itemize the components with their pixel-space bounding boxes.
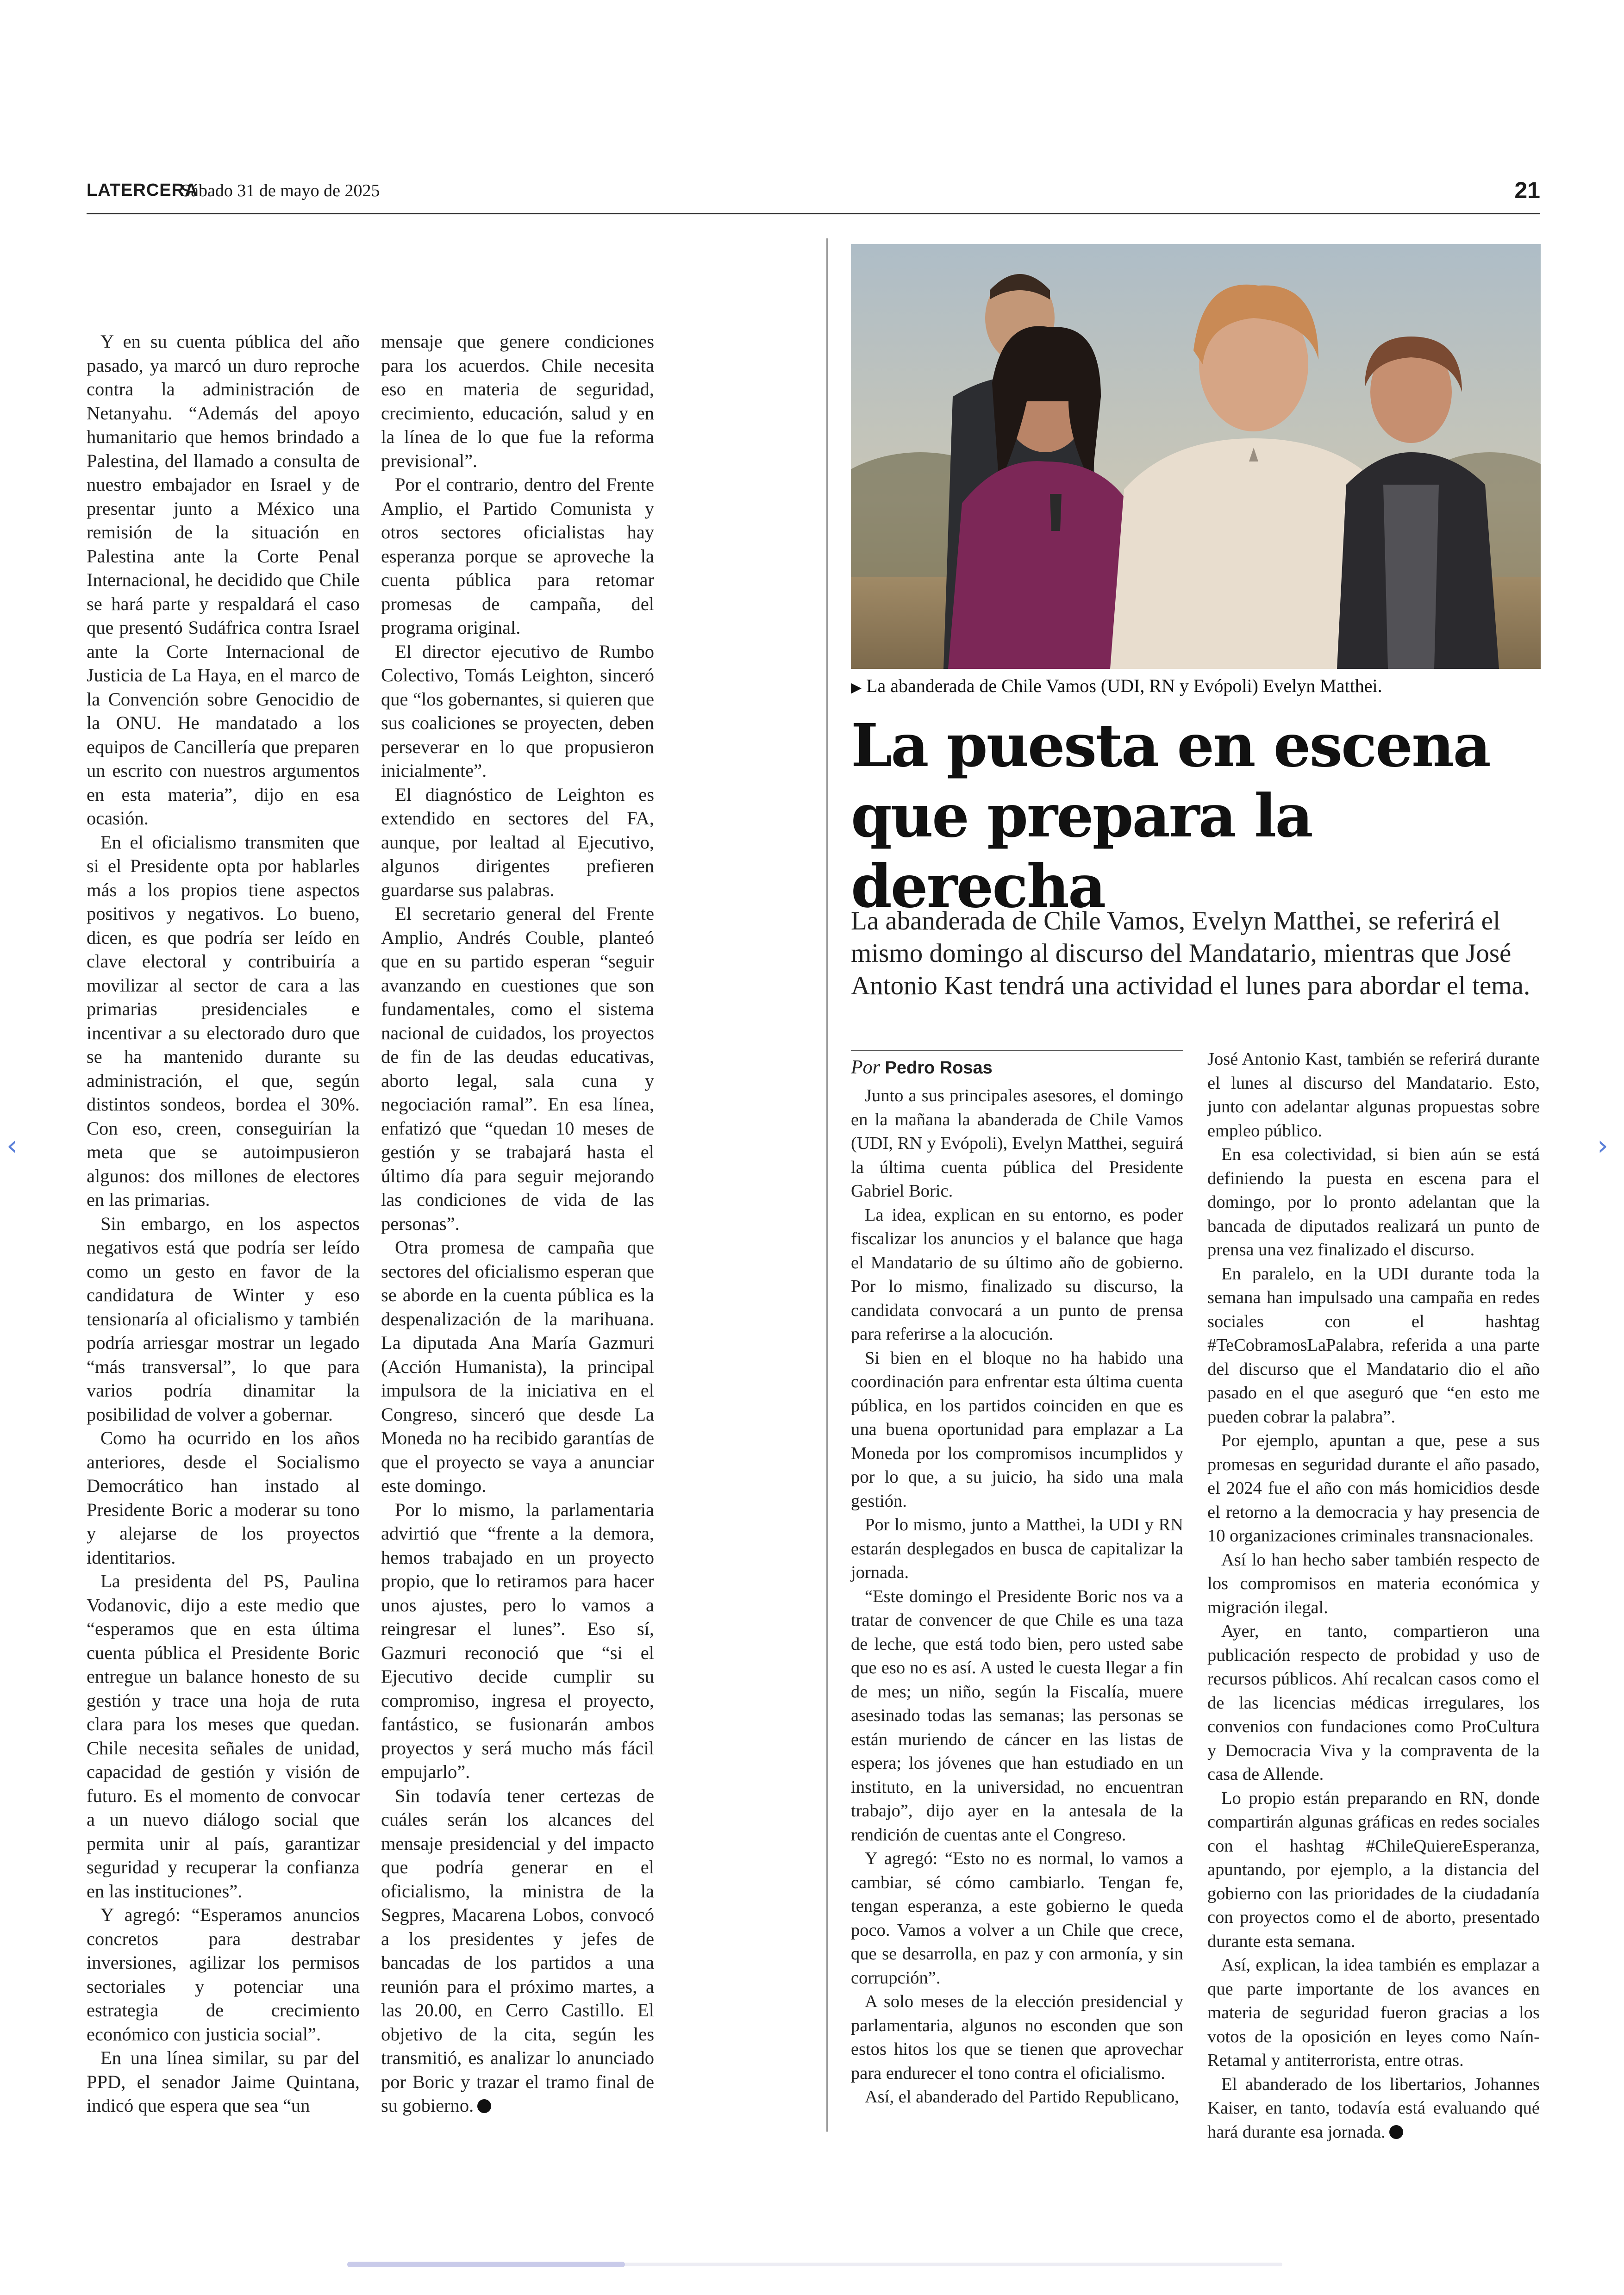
byline-prefix: Por bbox=[851, 1057, 880, 1078]
paragraph-last bbox=[381, 1784, 654, 2118]
paragraph: “Este domingo el Presidente Boric nos va a tratar de convencer de que Chile es una taza de leche, que está todo bien, pero usted sabe que eso no es así. A usted le cuesta llegar a fin de mes; un niño, según la Fiscalía, muere asesinado todas las semanas; las personas se están muriendo de cáncer en las listas de espera; los jóvenes que han estudiado en un instituto, en la universidad, no encuentran trabajo”, dijo ayer en la antesala de la rendición de cuentas ante el Congreso. bbox=[851, 1586, 1183, 1845]
page-header bbox=[87, 177, 1540, 209]
paragraph: mensaje que genere condiciones para los acuerdos. Chile necesita eso en materia de seguridad, crecimiento, educación, salud y en la línea de lo que fue la reforma previsional”. bbox=[381, 331, 654, 471]
byline bbox=[851, 1056, 1183, 1079]
paragraph: El director ejecutivo de Rumbo Colectivo, Tomás Leighton, sinceró que “los gobernantes, si quieren que sus coaliciones se proyecten, deben perseverar en lo que propusieron inicialmente”. bbox=[381, 641, 654, 781]
paragraph: Si bien en el bloque no ha habido una coordinación para enfrentar esta última cuenta pública, en los partidos coinciden en que es una buena oportunidad para emplazar a La Moneda por los compromisos incumplidos y por lo que, a su juicio, ha sido una mala gestión. bbox=[851, 1348, 1183, 1511]
previous-page-button[interactable]: ‹ bbox=[6, 1129, 18, 1162]
paragraph-last bbox=[1207, 2073, 1540, 2145]
article-headline bbox=[851, 711, 1541, 922]
paragraph: El diagnóstico de Leighton es extendido en sectores del FA, aunque, por lealtad al Ejecutivo, algunos dirigentes prefieren guardarse sus palabras. bbox=[381, 784, 654, 900]
paragraph-text: El abanderado de los libertarios, Johannes Kaiser, en tanto, todavía está evaluando qué hará durante esa jornada. bbox=[1207, 2074, 1540, 2142]
next-page-button[interactable]: › bbox=[1597, 1129, 1608, 1162]
page-scrollbar-thumb[interactable] bbox=[347, 2262, 625, 2267]
paragraph: En una línea similar, su par del PPD, el senador Jaime Quintana, indicó que espera que sea “un bbox=[87, 2047, 360, 2116]
paragraph: Por lo mismo, junto a Matthei, la UDI y RN estarán desplegados en busca de capitalizar la jornada. bbox=[851, 1515, 1183, 1582]
paragraph: En paralelo, en la UDI durante toda la semana han impulsado una campaña en redes sociales con el hashtag #TeCobramosLaPalabra, referida a una parte del discurso que el Mandatario dio el año pasado en el que aseguró que “en esto me pueden cobrar la palabra”. bbox=[1207, 1264, 1540, 1427]
paragraph: Sin embargo, en los aspectos negativos está que podría ser leído como un gesto en favor de la candidatura de Winter y eso tensionaría al oficialismo y también podría arriesgar mostrar un legado “más transversal”, lo que para varios podría dinamitar la posibilidad de volver a gobernar. bbox=[87, 1213, 360, 1425]
paragraph: En esa colectividad, si bien aún se está definiendo la puesta en escena para el domingo, por lo pronto adelantan que la bancada de diputados realizará un punto de prensa una vez finalizado el discurso. bbox=[1207, 1145, 1540, 1260]
paragraph: Como ha ocurrido en los años anteriores, desde el Socialismo Democrático han instado al Presidente Boric a moderar su tono y alejarse de los proyectos identitarios. bbox=[87, 1428, 360, 1568]
paragraph: Por el contrario, dentro del Frente Amplio, el Partido Comunista y otros sectores oficialistas hay esperanza porque se aproveche la cuenta pública para retomar promesas de campaña, del programa original. bbox=[381, 474, 654, 638]
paragraph: Y en su cuenta pública del año pasado, ya marcó un duro reproche contra la administración de Netanyahu. “Además del apoyo humanitario que hemos brindado a Palestina, del llamado a consulta de nuestro embajador en Israel y de presentar junto a México una remisión de la situación en Palestina ante la Corte Penal Internacional, he decidido que Chile se hará parte y respaldará el caso que presentó Sudáfrica contra Israel ante la Corte Internacional de Justicia de La Haya, en el marco de la Convención sobre Genocidio de la ONU. He mandatado a los equipos de Cancillería que preparen un escrito con nuestros argumentos en esta materia”, dijo en esa ocasión. bbox=[87, 331, 360, 829]
column-divider bbox=[826, 238, 828, 2132]
caption-arrow-icon: ▶ bbox=[851, 680, 862, 696]
paragraph: A solo meses de la elección presidencial y parlamentaria, algunos no esconden que son estos hitos los que se tienen que aprovechar para endurecer el tono contra el oficialismo. bbox=[851, 1992, 1183, 2083]
main-article-column-2 bbox=[1207, 1048, 1540, 2144]
end-of-article-dot-icon bbox=[477, 2099, 491, 2113]
paragraph: Por lo mismo, la parlamentaria advirtió que “frente a la demora, hemos trabajado en un proyecto propio, que lo retiramos para hacer unos ajustes, pero lo vamos a reingresar el lunes”. Eso sí, Gazmuri reconoció que “si el Ejecutivo decide cumplir su compromiso, ingresa el proyecto, fantástico, se fusionarán ambos proyectos y será mucho más fácil empujarlo”. bbox=[381, 1499, 654, 1782]
paragraph: Así lo han hecho saber también respecto de los compromisos en materia económica y migración ilegal. bbox=[1207, 1550, 1540, 1617]
paragraph: El secretario general del Frente Amplio, Andrés Couble, planteó que en su partido esperan “seguir avanzando en cuestiones que son fundamentales, como el sistema nacional de cuidados, los proyectos de fin de las deudas educativas, aborto legal, sala cuna y negociación ramal”. En esa línea, enfatizó que “quedan 10 meses de gestión y se trabajará hasta el último día para seguir mejorando las condiciones de vida de las personas”. bbox=[381, 903, 654, 1234]
paragraph: Así, el abanderado del Partido Republicano, bbox=[865, 2087, 1179, 2107]
paragraph: La presidenta del PS, Paulina Vodanovic, dijo a este medio que “esperamos que en esta última cuenta pública el Presidente Boric entregue un balance honesto de su gestión y trace una hoja de ruta clara para los meses que quedan. Chile necesita señales de unidad, capacidad de gestión y visión de futuro. Es el momento de convocar a un nuevo diálogo social que permita unir al país, garantizar seguridad y recuperar la confianza en las instituciones”. bbox=[87, 1571, 360, 1902]
headline-line: La puesta en escena bbox=[851, 711, 1490, 780]
page-number: 21 bbox=[1514, 177, 1540, 203]
paragraph: José Antonio Kast, también se referirá durante el lunes al discurso del Mandatario. Esto, junto con adelantar algunas propuestas sobre empleo público. bbox=[1207, 1049, 1540, 1141]
paragraph: Otra promesa de campaña que sectores del oficialismo esperan que se aborde en la cuenta pública es la despenalización de la marihuana. La diputada Ana María Gazmuri (Acción Humanista), la principal impulsora de la iniciativa en el Congreso, sinceró que desde La Moneda no ha recibido garantías de que el proyecto se vaya a anunciar este domingo. bbox=[381, 1237, 654, 1496]
paragraph: Junto a sus principales asesores, el domingo en la mañana la abanderada de Chile Vamos (UDI, RN y Evópoli), Evelyn Matthei, seguirá la última cuenta pública del Presidente Gabriel Boric. bbox=[851, 1086, 1183, 1201]
left-article-column-1 bbox=[87, 330, 360, 2118]
photo-illustration bbox=[851, 244, 1541, 669]
main-article-column-1 bbox=[851, 1084, 1183, 2109]
left-article-column-2 bbox=[381, 330, 654, 2118]
article-lede: La abanderada de Chile Vamos, Evelyn Matthei, se referirá el mismo domingo al discurso del Mandatario, mientras que José Antonio Kast tendrá una actividad el lunes para abordar el tema. bbox=[851, 906, 1530, 1000]
byline-divider bbox=[851, 1050, 1183, 1051]
author-name: Pedro Rosas bbox=[885, 1058, 993, 1078]
paragraph: Así, explican, la idea también es emplazar a que parte importante de los avances en materia de seguridad fueron gracias a los votos de la oposición en leyes como Naín-Retamal y antiterrorista, entre otras. bbox=[1207, 1955, 1540, 2070]
paragraph-text: Sin todavía tener certezas de cuáles serán los alcances del mensaje presidencial y del impacto que podría generar en el oficialismo, la ministra de la Segpres, Macarena Lobos, convocó a los presidentes y jefes de bancadas de los partidos a una reunión para el próximo martes, a las 20.00, en Cerro Castillo. El objetivo de la cita, según les transmitió, es analizar lo anunciado por Boric y trazar el tramo final de su gobierno. bbox=[381, 1785, 654, 2116]
photo-caption bbox=[851, 675, 1541, 697]
paragraph: Lo propio están preparando en RN, donde compartirán algunas gráficas en redes sociales con el hashtag #ChileQuiereEsperanza, apuntando, por ejemplo, a la distancia del gobierno con las prioridades de la ciudadanía con proyectos como el de aborto, presentado durante esta semana. bbox=[1207, 1788, 1540, 1951]
newspaper-brand: LATERCERA bbox=[87, 181, 198, 200]
paragraph: Y agregó: “Esto no es normal, lo vamos a cambiar, sé cómo cambiarlo. Tengan fe, tengan esperanza, a este gobierno le queda poco. Vamos a volver a un Chile que crece, que se desarrolla, en paz y con armonía, y sin corrupción”. bbox=[851, 1849, 1183, 1988]
caption-text: La abanderada de Chile Vamos (UDI, RN y Evópoli) Evelyn Matthei. bbox=[866, 675, 1382, 696]
headline-line: que prepara la derecha bbox=[851, 781, 1312, 921]
paragraph: Y agregó: “Esperamos anuncios concretos para destrabar inversiones, agilizar los permisos sectoriales y potenciar una estrategia de crecimiento económico con justicia social”. bbox=[87, 1904, 360, 2045]
end-of-article-dot-icon bbox=[1389, 2125, 1403, 2139]
header-divider bbox=[87, 213, 1540, 214]
article-photo bbox=[851, 244, 1541, 669]
paragraph: La idea, explican en su entorno, es poder fiscalizar los anuncios y el balance que haga el Mandatario de su último año de gobierno. Por lo mismo, finalizado su discurso, la candidata convocará a un punto de prensa para referirse a la alocución. bbox=[851, 1205, 1183, 1344]
issue-date: Sábado 31 de mayo de 2025 bbox=[181, 181, 380, 200]
paragraph: Ayer, en tanto, compartieron una publicación respecto de probidad y uso de recursos públicos. Ahí recalcan casos como el de las licencias médicas irregulares, los convenios con fundaciones como ProCultura y Democracia Viva y la compraventa de la casa de Allende. bbox=[1207, 1621, 1540, 1784]
paragraph: En el oficialismo transmiten que si el Presidente opta por hablarles más a los propios tiene aspectos positivos y negativos. Lo bueno, dicen, es que podría ser leído en clave electoral y contribuiría a movilizar al sector de cara a las primarias presidenciales e incentivar a su electorado duro que se ha mantenido durante su administración, el que, según distintos sondeos, bordea el 30%. Con eso, creen, conseguirían la meta que se autoimpusieron algunos: dos millones de electores en las primarias. bbox=[87, 831, 360, 1210]
paragraph: Por ejemplo, apuntan a que, pese a sus promesas en seguridad durante el año pasado, el 2024 fue el año con más homicidios desde el retorno a la democracia y hay presencia de 10 organizaciones criminales transnacionales. bbox=[1207, 1431, 1540, 1546]
